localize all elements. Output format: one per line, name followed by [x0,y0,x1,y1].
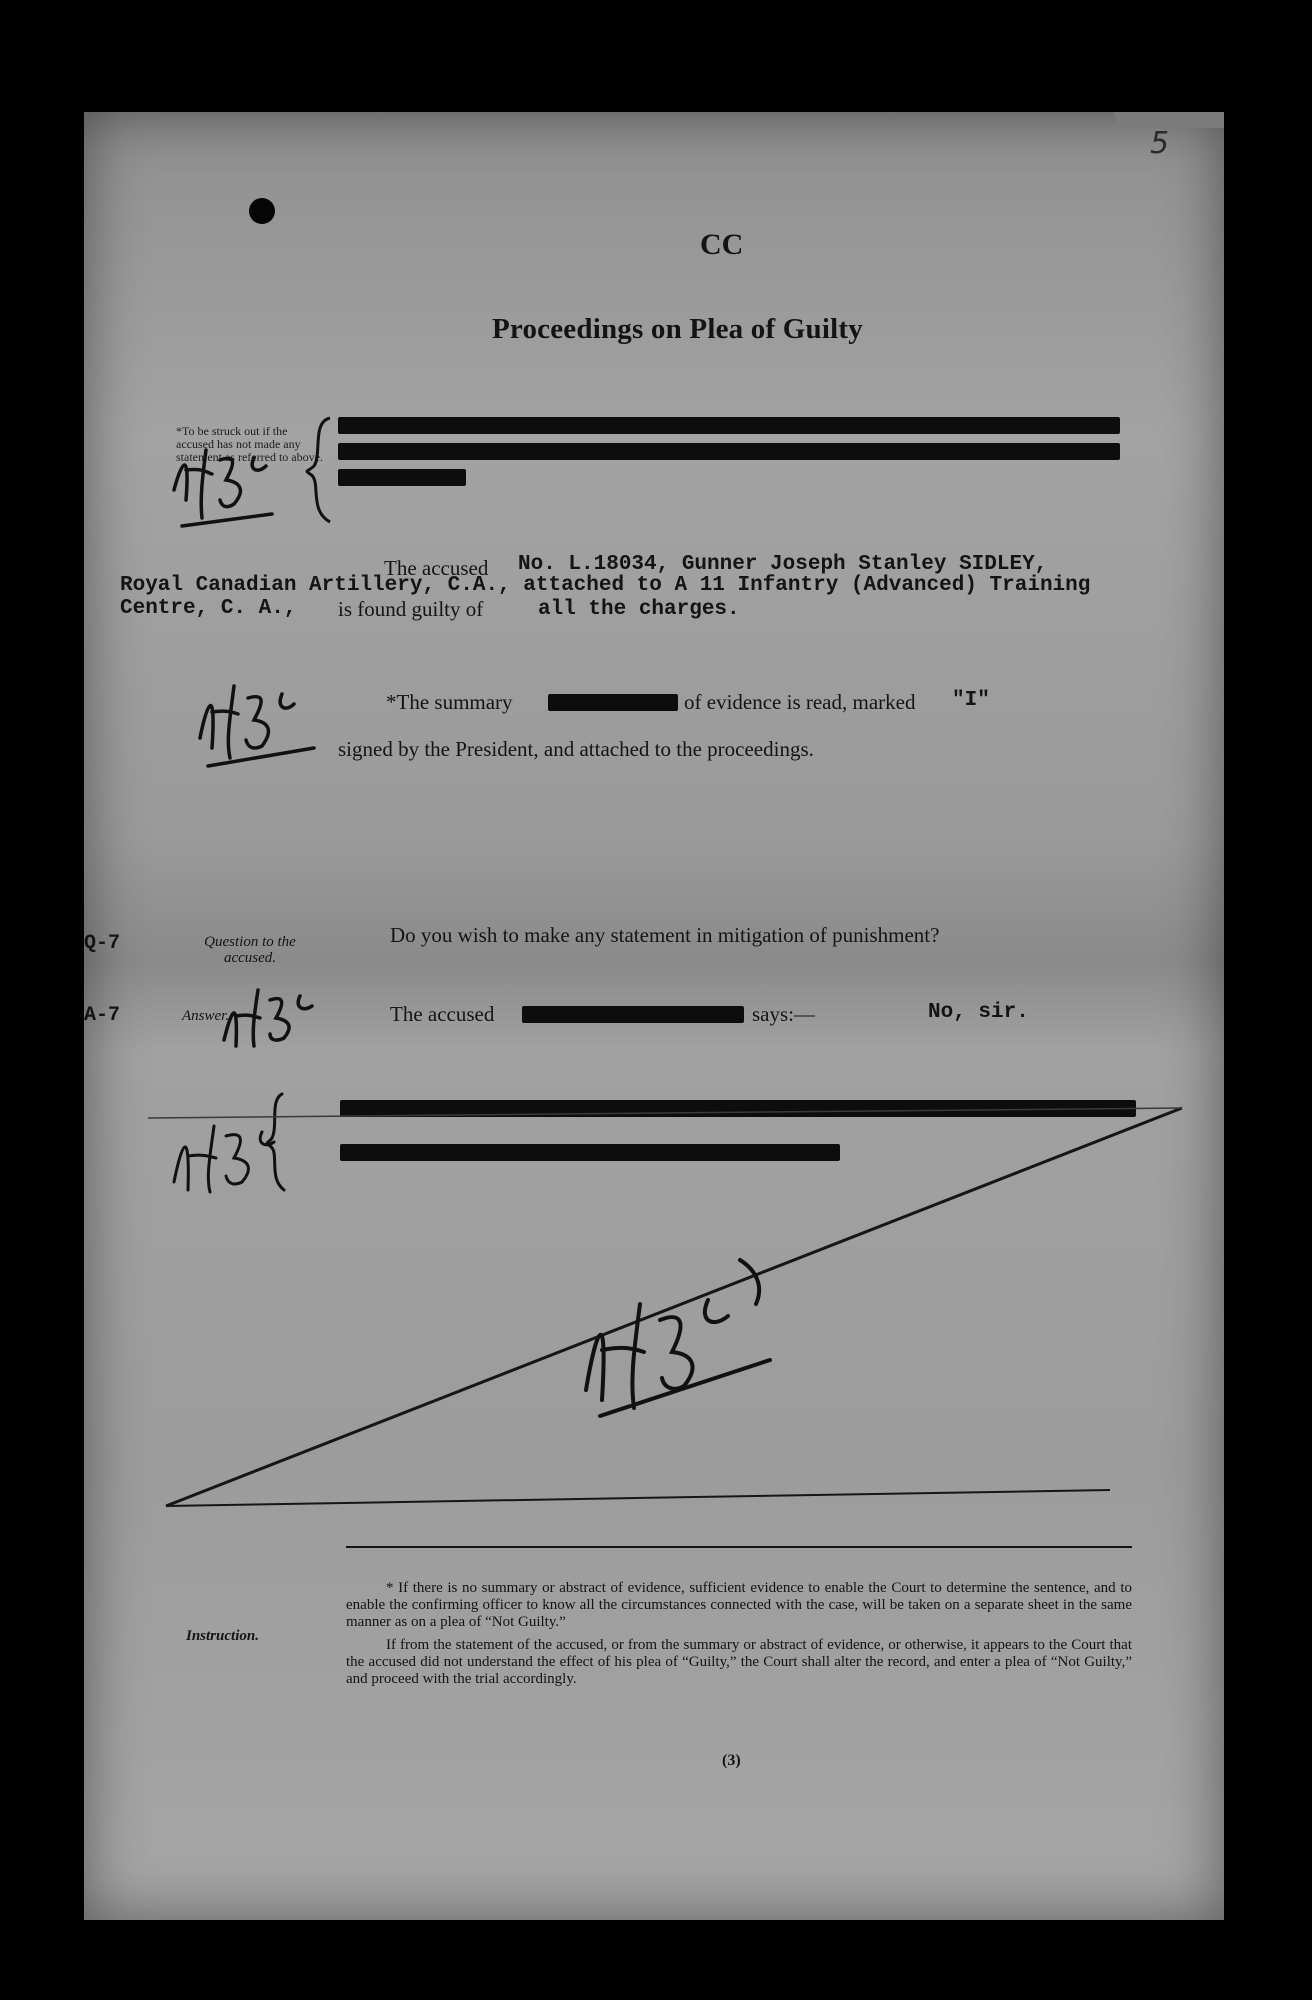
answer-prefix: The accused [390,1002,495,1026]
form-code: CC [700,228,744,261]
side-note-line: accused. [223,950,277,966]
accused-unit-continued: Centre, C. A., [120,597,297,620]
initials-signature [560,1240,800,1420]
charges-text: all the charges. [538,598,740,621]
instruction-paragraph-2: If from the statement of the accused, or from the summary or abstract of evidence, or otherwise, it appears to the Court that the accused did not understand the effect of his plea of “Guilty,” the Court shall alter the record, and enter a plea of “Not Guilty,” and proceed with the trial accordingly. [346,1637,1132,1687]
side-note-line: Question to the [204,934,296,950]
question-label: Q-7 [84,932,121,955]
instruction-paragraph-1: * If there is no summary or abstract of evidence, sufficient evidence to enable the Court to determine the sentence, and to enable the confirming officer to know all the circumstances connected with the case, will be taken on a separate sheet in the same manner as on a plea of “Not Guilty.” [346,1580,1132,1630]
accused-unit: Royal Canadian Artillery, C.A., attached to A 11 Infantry (Advanced) Training [120,574,1091,597]
instruction-side-label: Instruction. [186,1628,259,1644]
question-text: Do you wish to make any statement in mitigation of punishment? [390,923,940,947]
instruction-text [346,1580,1132,1694]
printed-page-number: (3) [722,1752,741,1769]
summary-text-part2: of evidence is read, marked [684,690,916,714]
exhibit-mark: "I" [952,689,990,712]
accused-identity: No. L.18034, Gunner Joseph Stanley SIDLEY, [518,553,1048,576]
answer-reply: No, sir. [928,1001,1029,1024]
summary-text-part1: *The summary [386,690,513,714]
instruction-rule [346,1546,1132,1548]
answer-says: says:— [752,1002,815,1026]
summary-text-line2: signed by the President, and attached to the proceedings. [338,737,814,761]
strike-out-note: *To be struck out if the accused has not made any statement as referred to above. [176,424,323,464]
accused-intro: The accused [384,556,489,580]
page-title: Proceedings on Plea of Guilty [492,313,863,345]
answer-side-note: Answer. [182,1008,230,1024]
handwritten-page-number: 5 [1150,126,1170,161]
found-guilty-text: is found guilty of [338,597,484,621]
answer-label: A-7 [84,1004,121,1027]
